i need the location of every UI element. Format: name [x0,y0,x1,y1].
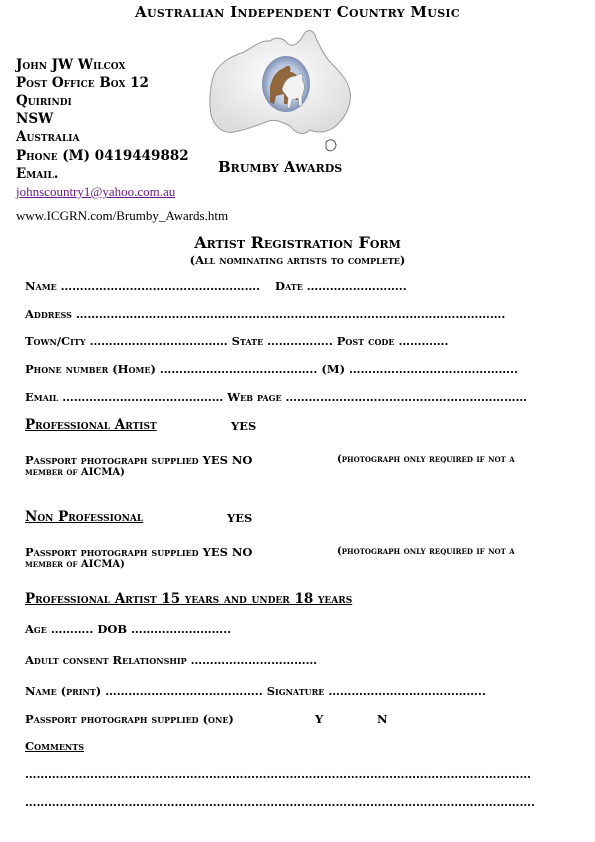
organisation-title: Australian Independent Country Music [135,3,460,21]
address-field[interactable]: Address …………………………………………………………………………………………………. [25,307,506,321]
passport-yes-option[interactable]: Y [315,712,324,726]
website-url: www.ICGRN.com/Brumby_Awards.htm [16,208,229,223]
name-signature-field[interactable]: Name (print) ………………………………….. Signature ………………………………….. [25,684,486,698]
contact-phone: Phone (M) 0419449882 [16,148,189,164]
passport-note-1: (photograph only required if not a [337,454,515,465]
date-field[interactable]: Date …………………….. [275,279,407,293]
contact-state: NSW [16,111,54,127]
email-webpage-field[interactable]: Email …………………………………… Web page ……………………………………………………… [25,390,528,404]
passport-note-1-cont: member of AICMA) [25,467,125,478]
phone-field[interactable]: Phone number (Home) ………………………………….. (M) …………………………………….. [25,362,519,376]
contact-town: Quirindi [16,93,72,109]
age-dob-field[interactable]: Age ……….. DOB …………………….. [25,622,232,636]
passport-photo-question-1[interactable]: Passport photograph supplied YES NO [25,453,253,467]
contact-email-link[interactable]: johnscountry1@yahoo.com.au [16,184,176,199]
professional-yes-option[interactable]: YES [231,419,257,433]
comment-line-1[interactable]: …………………………………………………………………………………………………………………… [25,767,531,781]
town-state-postcode-field[interactable]: Town/City ……………………………… State …………….. Post code …………. [25,334,449,348]
passport-note-2-cont: member of AICMA) [25,559,125,570]
youth-artist-heading: Professional Artist 15 years and under 18 years [25,591,353,607]
form-subtitle: (All nominating artists to complete) [189,253,406,267]
passport-no-option[interactable]: N [377,712,388,726]
professional-artist-heading: Professional Artist [25,417,157,433]
non-professional-heading: Non Professional [25,509,144,525]
award-title: Brumby Awards [218,158,343,176]
passport-photo-question-3: Passport photograph supplied (one) [25,712,234,726]
name-field[interactable]: Name ……………………………………………. [25,279,261,293]
comment-line-2[interactable]: ……………………………………………………………………………………………………………………. [25,795,536,809]
passport-photo-question-2[interactable]: Passport photograph supplied YES NO [25,545,253,559]
contact-email-label: Email. [16,166,59,182]
adult-consent-field[interactable]: Adult consent Relationship …………………………… [25,653,318,667]
comments-heading: Comments [25,739,84,753]
contact-country: Australia [16,129,80,145]
passport-note-2: (photograph only required if not a [337,546,515,557]
non-professional-yes-option[interactable]: YES [227,511,253,525]
australia-map-logo [204,26,356,156]
contact-name: John JW Wilcox [16,57,126,73]
form-title: Artist Registration Form [194,233,401,252]
contact-po-box: Post Office Box 12 [16,75,149,91]
